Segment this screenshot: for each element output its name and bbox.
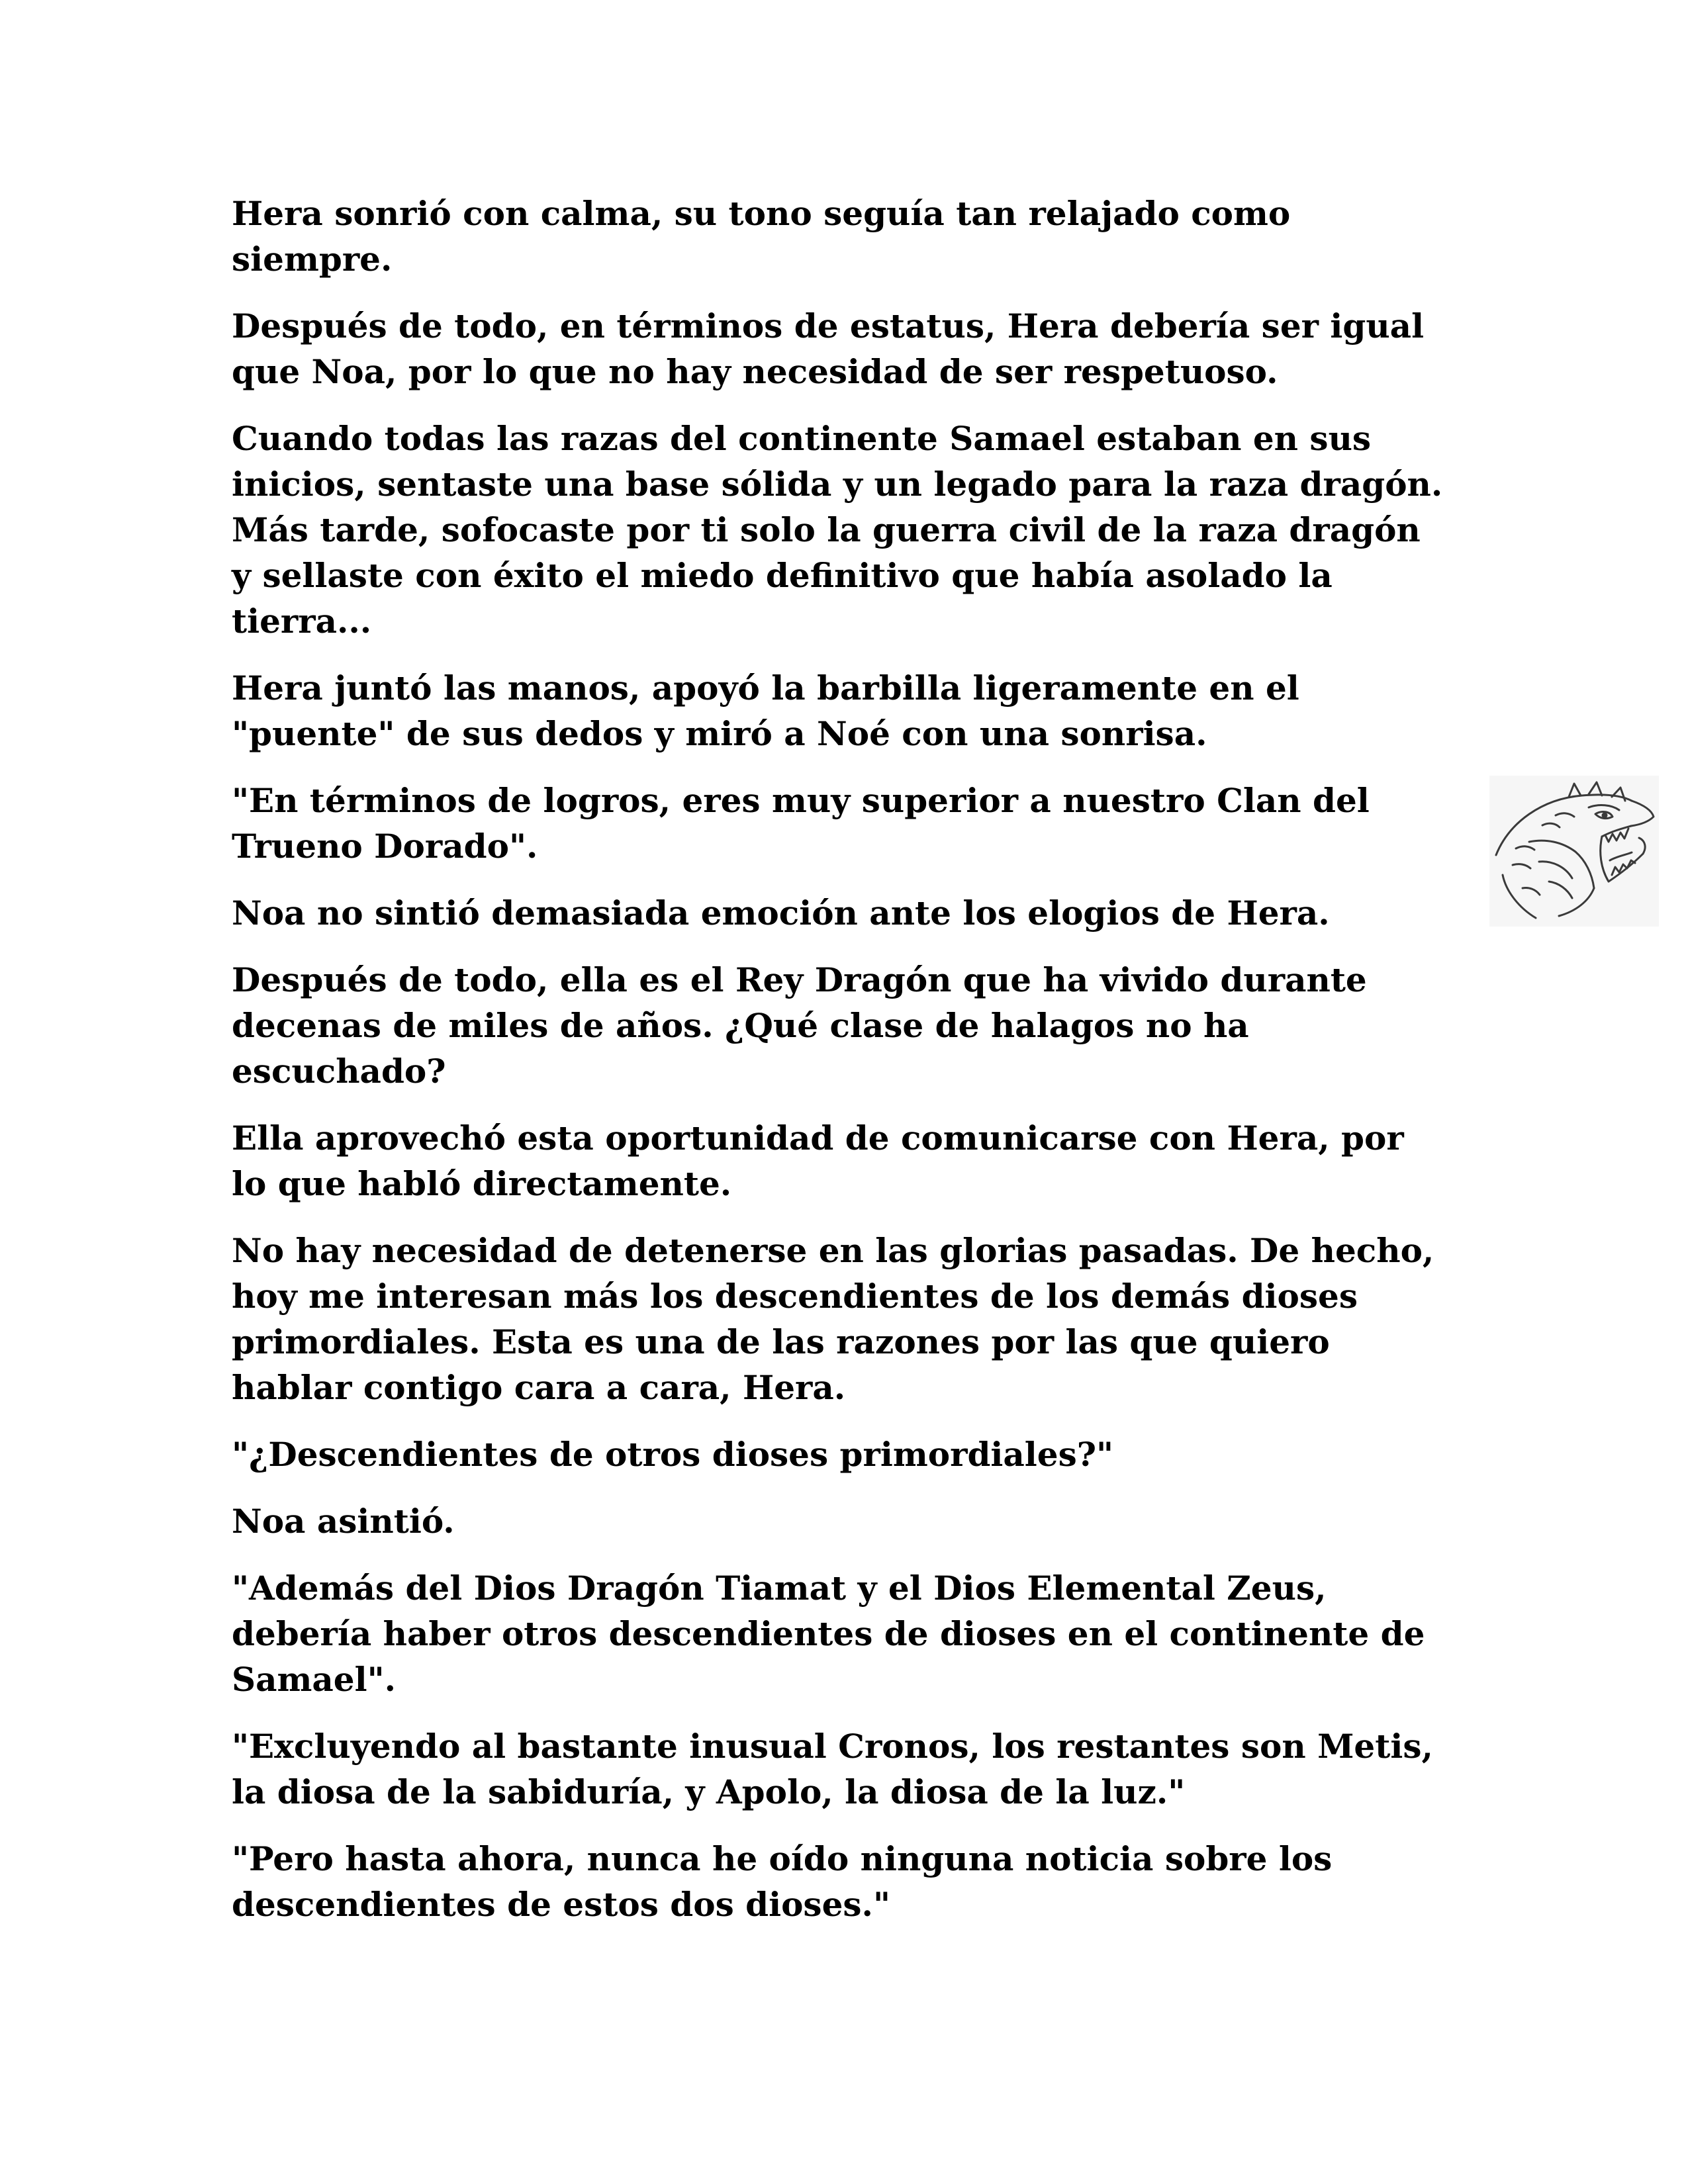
paragraph: Noa no sintió demasiada emoción ante los elogios de Hera. [232, 893, 1330, 933]
paragraph: "¿Descendientes de otros dioses primordiales?" [232, 1435, 1114, 1474]
paragraph: Después de todo, ella es el Rey Dragón que ha vivido durante decenas de miles de años. ¿Qué clase de halagos no ha escuchado? [232, 960, 1367, 1091]
paragraph: Hera juntó las manos, apoyó la barbilla ligeramente en el "puente" de sus dedos y miró a Noé con una sonrisa. [232, 668, 1299, 753]
paragraph: "Pero hasta ahora, nunca he oído ninguna noticia sobre los descendientes de estos dos dioses." [232, 1839, 1333, 1924]
paragraph: "Además del Dios Dragón Tiamat y el Dios Elemental Zeus, debería haber otros descendientes de dioses en el continente de Samael". [232, 1569, 1425, 1699]
body-text [232, 191, 1450, 1948]
dragon-head-sketch-icon [1489, 776, 1659, 927]
paragraph: Hera sonrió con calma, su tono seguía tan relajado como siempre. [232, 194, 1291, 279]
paragraph: Noa asintió. [232, 1502, 455, 1541]
paragraph: "Excluyendo al bastante inusual Cronos, los restantes son Metis, la diosa de la sabiduría, y Apolo, la diosa de la luz." [232, 1727, 1433, 1811]
paragraph: No hay necesidad de detenerse en las glorias pasadas. De hecho, hoy me interesan más los descendientes de los demás dioses primordiales. Esta es una de las razones por las que quiero hablar contigo cara a cara, Hera. [232, 1231, 1434, 1407]
paragraph: Cuando todas las razas del continente Samael estaban en sus inicios, sentaste una base sólida y un legado para la raza dragón. Más tarde, sofocaste por ti solo la guerra civil de la raza dragón y sellaste con éxito el miedo definitivo que había asolado la tierra... [232, 419, 1443, 641]
paragraph: Después de todo, en términos de estatus, Hera debería ser igual que Noa, por lo que no hay necesidad de ser respetuoso. [232, 306, 1425, 391]
paragraph: Ella aprovechó esta oportunidad de comunicarse con Hera, por lo que habló directamente. [232, 1118, 1404, 1203]
paragraph: "En términos de logros, eres muy superior a nuestro Clan del Trueno Dorado". [232, 781, 1370, 866]
